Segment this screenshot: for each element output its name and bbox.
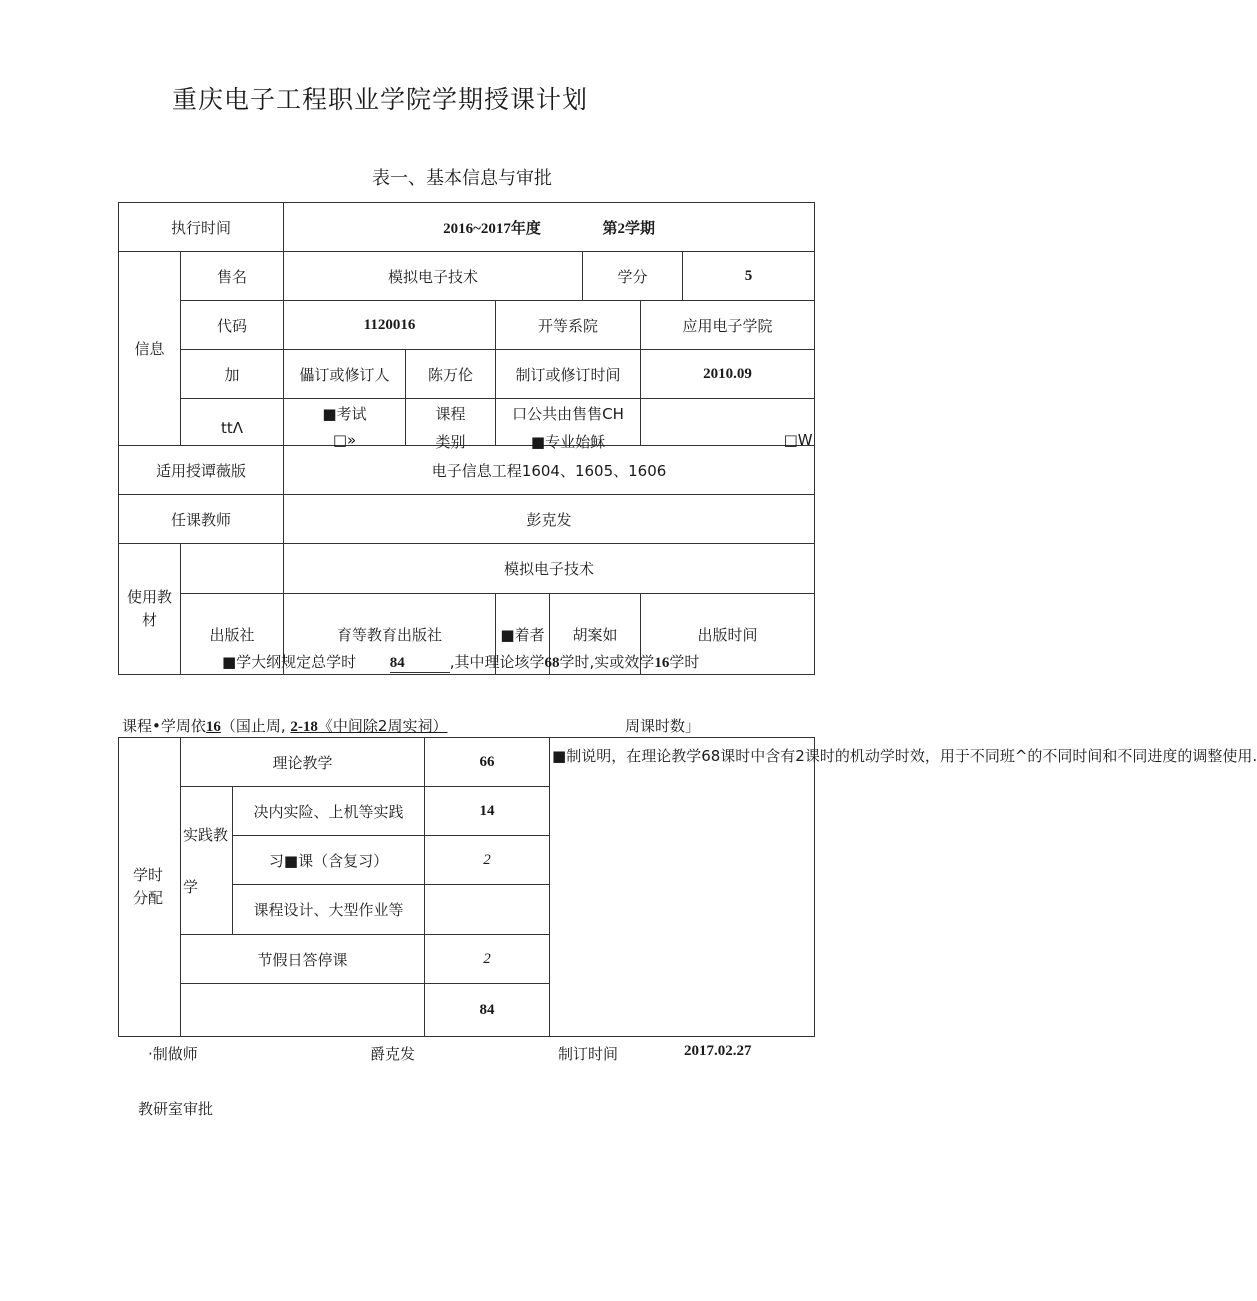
- course-type-label-bottom: 类别: [435, 432, 466, 451]
- page-title: 重庆电子工程职业学院学期授课计划: [172, 85, 589, 114]
- applicable-class-label: 适用授谭薇版: [119, 446, 284, 495]
- teacher-value: 彭克发: [284, 495, 815, 544]
- weeks-paren-rest: 《中间除2周实祠）: [317, 717, 448, 735]
- total-hours-line: [222, 651, 699, 673]
- theory-teaching-value: 66: [425, 738, 550, 787]
- editor-label: 儡订或修订人: [284, 350, 406, 399]
- hours-suffix: 学时: [669, 653, 700, 671]
- tt-label: ttΛ: [181, 399, 284, 446]
- check-option: □»: [332, 430, 357, 449]
- add-label: 加: [181, 350, 284, 399]
- course-type-label-top: 课程: [435, 404, 466, 423]
- review-approval-label: 教研室审批: [138, 1100, 214, 1118]
- total-hours-prefix: ■学大纲规定总学时: [222, 653, 357, 671]
- basic-info-table: [118, 202, 815, 675]
- exam-option: ■考试: [322, 404, 367, 423]
- exec-time-label: 执行时间: [119, 203, 284, 252]
- review-class-label: 习■课（含复习）: [233, 836, 425, 885]
- textbook-label: 使用教材: [119, 544, 181, 675]
- edit-time-value: 2010.09: [641, 350, 815, 399]
- applicable-class-value: 电子信息工程1604、1605、1606: [284, 446, 815, 495]
- hours-distribution-table: [118, 737, 1257, 1037]
- textbook-blank: [181, 544, 284, 594]
- publisher-label: 出版社: [181, 594, 284, 675]
- maker-value: 爵克发: [370, 1045, 416, 1063]
- lab-practice-label: 决内实险、上机等实践: [233, 787, 425, 836]
- made-time-label: 制订时间: [558, 1045, 619, 1063]
- practice-hours-prefix: 学时,实或效学: [559, 653, 655, 671]
- editor-value: 陈万伦: [406, 350, 496, 399]
- exec-year: 2016~2017年度: [443, 220, 541, 237]
- course-code-value: 1120016: [284, 301, 496, 350]
- theory-teaching-label: 理论教学: [181, 738, 425, 787]
- weekly-hours-label: 周课时数」: [625, 717, 701, 735]
- remarks-note: ■制说明，在理论教学68课时中含有2课时的机动学时效，用于不同班^的不同时间和不同进度的调整使用.: [550, 738, 815, 1037]
- category-public-option: 口公共由售售CH: [512, 404, 624, 423]
- department-label: 开等系院: [496, 301, 641, 350]
- holiday-label: 节假日答停课: [181, 935, 425, 984]
- category-major-option: ■专业始稣: [530, 432, 606, 451]
- course-design-label: 课程设计、大型作业等: [233, 885, 425, 935]
- weeks-prefix: 课程•学周依: [122, 717, 206, 735]
- textbook-value: 模拟电子技术: [284, 544, 815, 594]
- credit-label: 学分: [583, 252, 683, 301]
- weeks-paren-open: （国止周,: [220, 717, 286, 735]
- course-code-label: 代码: [181, 301, 284, 350]
- department-value: 应用电子学院: [641, 301, 815, 350]
- edit-time-label: 制订或修订时间: [496, 350, 641, 399]
- publisher-value: 育等教育出版社: [284, 594, 496, 675]
- total-value: 84: [425, 984, 550, 1037]
- made-time-value: 2017.02.27: [684, 1043, 752, 1059]
- category-other-option: □W: [783, 430, 813, 449]
- info-label: 信息: [119, 252, 181, 446]
- author-label: ■着者: [496, 594, 550, 675]
- teacher-label: 任课教师: [119, 495, 284, 544]
- theory-hours-value: 68: [544, 655, 560, 671]
- course-name-label: 售名: [181, 252, 284, 301]
- author-value: 胡案如: [550, 594, 641, 675]
- holiday-value: 2: [425, 935, 550, 984]
- practice-teaching-label: 实践教学: [181, 787, 233, 935]
- course-design-value: [425, 885, 550, 935]
- weeks-line: [122, 715, 447, 736]
- weeks-value: 16: [205, 719, 221, 735]
- weeks-range: 2-18: [290, 719, 318, 735]
- credit-value: 5: [683, 252, 815, 301]
- exec-time-value: [284, 203, 815, 252]
- exec-term: 第2学期: [602, 220, 655, 237]
- review-class-value: 2: [425, 836, 550, 885]
- table-subtitle: 表一、基本信息与审批: [372, 168, 552, 189]
- total-label: [181, 984, 425, 1037]
- pub-time-label: 出版时间: [641, 594, 815, 675]
- total-hours-value: 84: [390, 655, 450, 673]
- distribution-label: 学时分配: [119, 738, 181, 1037]
- maker-label: ·制做师: [148, 1045, 198, 1063]
- course-name-value: 模拟电子技术: [284, 252, 583, 301]
- theory-hours-prefix: ,其中理论垓学: [449, 653, 545, 671]
- practice-hours-value: 16: [654, 655, 670, 671]
- lab-practice-value: 14: [425, 787, 550, 836]
